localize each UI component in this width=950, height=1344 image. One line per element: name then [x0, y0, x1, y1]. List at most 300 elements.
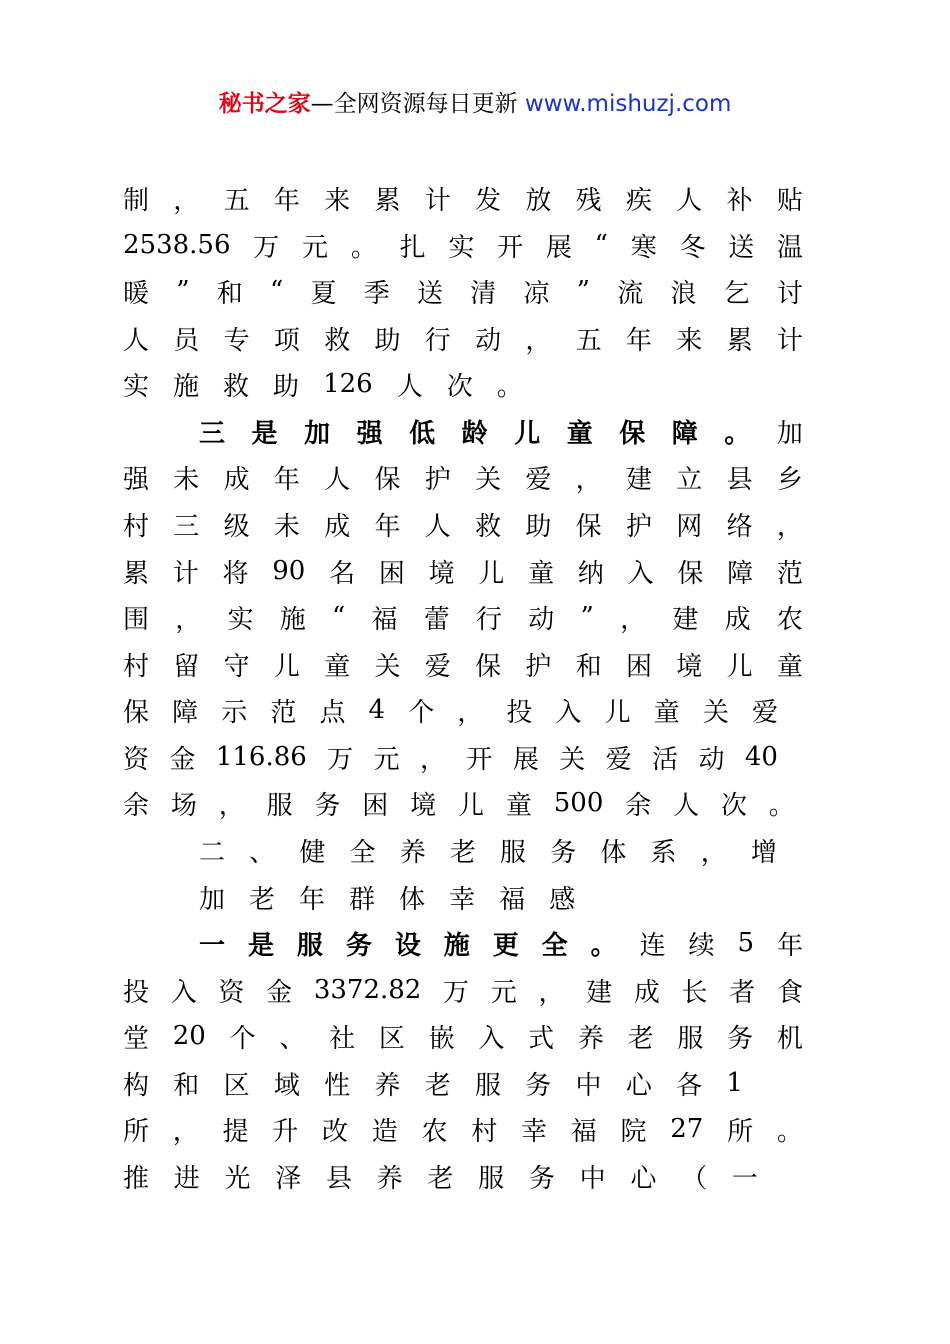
text-char: 助: [374, 325, 401, 356]
text-char: 养: [577, 1023, 604, 1054]
text-char: 村: [471, 1116, 498, 1147]
text-char: 送: [728, 232, 755, 263]
text-char: 乡: [776, 464, 803, 495]
text-char: 老: [427, 1163, 454, 1194]
text-char: 幸: [521, 1116, 548, 1147]
text-char: 务: [314, 790, 341, 821]
text-char: 老: [449, 837, 476, 868]
text-char: 4: [368, 695, 386, 725]
heading-char: 是: [247, 930, 274, 961]
heading-char: 儿: [514, 418, 541, 449]
text-char: 护: [525, 651, 552, 682]
text-char: 残: [575, 185, 602, 216]
text-char: 各: [676, 1070, 703, 1101]
text-char: 年: [625, 325, 652, 356]
text-char: 护: [424, 464, 451, 495]
text-char: 成: [724, 604, 751, 635]
text-char: 围: [123, 604, 150, 635]
text-line: [123, 644, 803, 684]
text-char: ，: [620, 604, 647, 635]
text-char: 机: [776, 1023, 803, 1054]
text-char: 制: [123, 185, 150, 216]
text-char: 项: [273, 325, 300, 356]
text-char: 范: [776, 558, 803, 589]
text-char: 爱: [751, 697, 778, 728]
text-char: 累: [726, 325, 753, 356]
text-char: 3372.82: [313, 975, 422, 1005]
text-char: 元: [490, 977, 517, 1008]
text-char: 累: [123, 558, 150, 589]
text-char: 感: [549, 884, 576, 915]
text-char: 。: [496, 371, 523, 402]
text-char: 三: [173, 511, 200, 542]
text-char: 送: [416, 278, 443, 309]
text-char: 爱: [424, 651, 451, 682]
text-char: 院: [620, 1116, 647, 1147]
text-char: 提: [222, 1116, 249, 1147]
text-char: 者: [729, 977, 756, 1008]
text-char: 人: [424, 511, 451, 542]
text-char: ，: [218, 790, 245, 821]
heading-char: 龄: [461, 418, 488, 449]
text-char: 保: [677, 558, 704, 589]
text-char: 开: [497, 232, 524, 263]
text-char: 式: [528, 1023, 555, 1054]
text-char: ，: [575, 464, 602, 495]
text-char: ，: [457, 697, 484, 728]
text-char: 村: [123, 651, 150, 682]
text-char: 助: [273, 371, 300, 402]
heading-char: 。: [724, 418, 751, 449]
text-char: 养: [399, 837, 426, 868]
text-char: 困: [362, 790, 389, 821]
text-char: 心: [630, 1163, 657, 1194]
text-char: 儿: [273, 651, 300, 682]
heading-char: 保: [619, 418, 646, 449]
text-char: 计: [776, 325, 803, 356]
text-char: 展: [545, 232, 572, 263]
text-line: [123, 551, 803, 591]
text-char: 开: [466, 744, 493, 775]
text-char: 儿: [478, 558, 505, 589]
text-char: 投: [123, 977, 150, 1008]
text-char: 中: [579, 1163, 606, 1194]
text-char: 护: [625, 511, 652, 542]
text-char: 人: [676, 185, 703, 216]
text-char: 困: [625, 651, 652, 682]
text-char: 境: [428, 558, 455, 589]
text-char: 。: [768, 790, 795, 821]
text-char: 场: [170, 790, 197, 821]
text-char: 网: [676, 511, 703, 542]
text-char: 福: [499, 884, 526, 915]
text-char: 成: [223, 464, 250, 495]
text-char: 夏: [310, 278, 337, 309]
text-char: 保: [123, 697, 150, 728]
text-char: 救: [475, 511, 502, 542]
text-char: 服: [478, 1163, 505, 1194]
text-char: 构: [123, 1070, 150, 1101]
text-char: 1: [726, 1068, 743, 1098]
text-char: 助: [525, 511, 552, 542]
text-char: 五: [575, 325, 602, 356]
text-char: 金: [169, 744, 196, 775]
text-char: 儿: [726, 651, 753, 682]
text-char: 嵌: [428, 1023, 455, 1054]
text-char: 乞: [723, 278, 750, 309]
text-char: 续: [688, 930, 715, 961]
text-char: 一: [731, 1163, 758, 1194]
text-line: [123, 970, 803, 1010]
text-char: 500: [553, 788, 604, 818]
text-char: 年: [776, 930, 803, 961]
text-char: 20: [172, 1021, 206, 1051]
text-char: 将: [222, 558, 249, 589]
text-char: 务: [727, 1023, 754, 1054]
text-char: 入: [555, 697, 582, 728]
text-char: 救: [324, 325, 351, 356]
text-char: 万: [253, 232, 280, 263]
text-char: ，: [175, 604, 202, 635]
text-char: “: [594, 230, 608, 260]
text-char: ，: [420, 744, 447, 775]
text-line: [123, 318, 803, 358]
text-char: ，: [538, 977, 565, 1008]
text-char: 范: [270, 697, 297, 728]
text-char: 人: [396, 371, 423, 402]
text-char: 关: [702, 697, 729, 728]
text-char: 所: [727, 1116, 754, 1147]
text-char: 季: [363, 278, 390, 309]
text-char: 童: [776, 651, 803, 682]
text-char: 福: [371, 604, 398, 635]
text-line: [123, 1016, 803, 1056]
text-char: 放: [525, 185, 552, 216]
heading-char: 强: [356, 418, 383, 449]
text-char: ，: [776, 511, 803, 542]
text-char: 建: [586, 977, 613, 1008]
text-char: （: [681, 1163, 708, 1194]
text-char: 资: [218, 977, 245, 1008]
text-char: 计: [172, 558, 199, 589]
text-char: 造: [371, 1116, 398, 1147]
heading-char: 是: [251, 418, 278, 449]
text-char: 发: [475, 185, 502, 216]
text-char: 来: [676, 325, 703, 356]
text-char: 投: [506, 697, 533, 728]
text-char: 关: [374, 651, 401, 682]
section-heading-line: [199, 923, 803, 963]
text-char: 儿: [604, 697, 631, 728]
text-char: 保: [475, 651, 502, 682]
text-char: 贴: [776, 185, 803, 216]
text-char: 农: [421, 1116, 448, 1147]
text-char: 入: [170, 977, 197, 1008]
text-char: 童: [528, 558, 555, 589]
heading-char: 一: [199, 930, 226, 961]
text-char: 和: [575, 651, 602, 682]
website-link[interactable]: www.mishuzj.com: [517, 91, 732, 117]
text-char: 服: [677, 1023, 704, 1054]
text-char: ，: [173, 185, 200, 216]
text-char: 光: [224, 1163, 251, 1194]
text-char: 障: [172, 697, 199, 728]
chapter-heading-line: [199, 877, 879, 917]
text-char: 务: [550, 837, 577, 868]
text-char: 和: [173, 1070, 200, 1101]
text-char: 儿: [458, 790, 485, 821]
text-char: 级: [223, 511, 250, 542]
heading-char: 施: [443, 930, 470, 961]
text-char: ”: [580, 602, 594, 632]
text-char: 入: [478, 1023, 505, 1054]
heading-char: 低: [409, 418, 436, 449]
text-char: 动: [475, 325, 502, 356]
text-line: [123, 178, 803, 218]
text-char: 食: [776, 977, 803, 1008]
text-char: 老: [424, 1070, 451, 1101]
text-line: [123, 690, 778, 730]
heading-char: 。: [590, 930, 617, 961]
text-char: “: [332, 602, 346, 632]
text-char: 进: [173, 1163, 200, 1194]
text-char: 全: [349, 837, 376, 868]
text-char: 补: [726, 185, 753, 216]
text-char: 5: [737, 928, 755, 958]
text-char: 福: [570, 1116, 597, 1147]
heading-char: 更: [492, 930, 519, 961]
text-char: 农: [776, 604, 803, 635]
text-char: 升: [272, 1116, 299, 1147]
chapter-heading-line: [199, 830, 777, 870]
text-char: 县: [325, 1163, 352, 1194]
text-char: 个: [229, 1023, 256, 1054]
heading-char: 童: [566, 418, 593, 449]
text-char: 展: [512, 744, 539, 775]
text-char: 络: [726, 511, 753, 542]
text-char: 未: [173, 464, 200, 495]
text-char: 来: [324, 185, 351, 216]
text-char: 行: [424, 325, 451, 356]
text-char: 老: [249, 884, 276, 915]
text-char: 疾: [625, 185, 652, 216]
text-char: 爱: [525, 464, 552, 495]
text-char: 泽: [275, 1163, 302, 1194]
text-char: 万: [443, 977, 470, 1008]
text-char: 人: [123, 325, 150, 356]
text-char: 实: [227, 604, 254, 635]
text-char: 二: [199, 837, 226, 868]
text-char: 元: [373, 744, 400, 775]
text-char: 个: [408, 697, 435, 728]
text-char: 守: [223, 651, 250, 682]
heading-char: 加: [304, 418, 331, 449]
text-char: 动: [528, 604, 555, 635]
text-char: 所: [123, 1116, 150, 1147]
heading-char: 务: [345, 930, 372, 961]
text-line: [123, 271, 803, 311]
text-char: 体: [600, 837, 627, 868]
text-char: 建: [625, 464, 652, 495]
text-char: 。: [350, 232, 377, 263]
text-line: [123, 783, 795, 823]
text-char: 40: [744, 742, 778, 772]
text-char: 老: [627, 1023, 654, 1054]
text-char: 入: [627, 558, 654, 589]
text-char: 爱: [605, 744, 632, 775]
text-char: 务: [525, 1070, 552, 1101]
text-char: 村: [123, 511, 150, 542]
heading-char: 障: [671, 418, 698, 449]
brand-name: 秘书之家: [218, 91, 311, 117]
text-char: 施: [173, 371, 200, 402]
text-char: 心: [625, 1070, 652, 1101]
text-char: 累: [374, 185, 401, 216]
text-char: 、: [279, 1023, 306, 1054]
text-char: 成: [324, 511, 351, 542]
text-char: 关: [559, 744, 586, 775]
text-char: 116.86: [215, 742, 307, 772]
text-char: 实: [123, 371, 150, 402]
text-char: 服: [474, 1070, 501, 1101]
text-char: 寒: [630, 232, 657, 263]
text-char: 次: [446, 371, 473, 402]
text-char: 人: [673, 790, 700, 821]
text-char: 资: [123, 744, 150, 775]
text-char: 年: [299, 884, 326, 915]
text-line: [123, 737, 778, 777]
text-char: 童: [653, 697, 680, 728]
text-char: 27: [670, 1114, 704, 1144]
heading-char: 全: [541, 930, 568, 961]
text-char: 童: [505, 790, 532, 821]
text-line: [123, 225, 803, 265]
text-char: 服: [266, 790, 293, 821]
text-char: 专: [223, 325, 250, 356]
text-char: 健: [299, 837, 326, 868]
text-line: [123, 597, 803, 637]
text-line: [123, 1109, 803, 1149]
text-char: 冬: [679, 232, 706, 263]
text-char: 加: [776, 418, 803, 449]
text-char: 126: [323, 369, 373, 399]
header-tagline: —全网资源每日更新: [310, 91, 518, 117]
text-char: 系: [650, 837, 677, 868]
heading-char: 三: [199, 418, 226, 449]
text-char: 清: [470, 278, 497, 309]
text-char: ，: [700, 837, 727, 868]
text-char: 次: [720, 790, 747, 821]
text-char: “: [269, 276, 284, 306]
text-char: 务: [528, 1163, 555, 1194]
text-char: 中: [575, 1070, 602, 1101]
text-char: 蕾: [423, 604, 450, 635]
text-char: 暖: [123, 278, 150, 309]
text-char: 五: [223, 185, 250, 216]
text-char: 温: [776, 232, 803, 263]
text-char: 幸: [449, 884, 476, 915]
text-line: [123, 1156, 758, 1196]
text-char: 年: [273, 185, 300, 216]
text-char: 长: [681, 977, 708, 1008]
text-char: 童: [324, 651, 351, 682]
text-char: 建: [672, 604, 699, 635]
text-char: 动: [698, 744, 725, 775]
text-char: 增: [750, 837, 777, 868]
text-line: [123, 504, 803, 544]
text-char: 年: [374, 511, 401, 542]
text-char: 实: [448, 232, 475, 263]
site-header: [0, 88, 950, 120]
text-char: 人: [324, 464, 351, 495]
text-char: 连: [639, 930, 666, 961]
text-char: 性: [324, 1070, 351, 1101]
text-char: 推: [123, 1163, 150, 1194]
text-char: 扎: [399, 232, 426, 263]
text-char: 余: [123, 790, 150, 821]
text-char: 关: [475, 464, 502, 495]
text-char: 凉: [523, 278, 550, 309]
text-char: 救: [223, 371, 250, 402]
text-char: 施: [279, 604, 306, 635]
text-char: 员: [173, 325, 200, 356]
text-char: 服: [500, 837, 527, 868]
section-heading-line: [199, 411, 803, 451]
text-char: 域: [273, 1070, 300, 1101]
text-char: 立: [676, 464, 703, 495]
text-char: 计: [424, 185, 451, 216]
text-char: 金: [266, 977, 293, 1008]
text-char: ，: [172, 1116, 199, 1147]
text-char: 流: [617, 278, 644, 309]
text-line: [123, 1063, 743, 1103]
text-char: 元: [302, 232, 329, 263]
text-char: 县: [726, 464, 753, 495]
text-char: 境: [410, 790, 437, 821]
text-char: 点: [319, 697, 346, 728]
text-char: 90: [272, 556, 306, 586]
text-char: 。: [776, 1116, 803, 1147]
text-char: 社: [329, 1023, 356, 1054]
heading-char: 服: [296, 930, 323, 961]
text-char: 行: [476, 604, 503, 635]
text-char: 区: [223, 1070, 250, 1101]
text-char: ，: [525, 325, 552, 356]
text-char: 加: [199, 884, 226, 915]
text-char: 堂: [123, 1023, 150, 1054]
text-char: 保: [575, 511, 602, 542]
text-char: 养: [374, 1070, 401, 1101]
text-char: 保: [374, 464, 401, 495]
text-char: 、: [249, 837, 276, 868]
text-char: 障: [727, 558, 754, 589]
text-line: [123, 457, 803, 497]
text-char: 示: [221, 697, 248, 728]
text-char: 改: [322, 1116, 349, 1147]
text-char: 名: [329, 558, 356, 589]
text-char: 养: [376, 1163, 403, 1194]
text-line: [123, 364, 803, 404]
text-char: 讨: [776, 278, 803, 309]
text-char: 强: [123, 464, 150, 495]
text-char: ”: [576, 276, 590, 306]
text-char: 留: [173, 651, 200, 682]
text-char: 万: [327, 744, 354, 775]
heading-char: 设: [394, 930, 421, 961]
text-char: 2538.56: [123, 230, 231, 260]
text-char: 群: [349, 884, 376, 915]
text-char: 未: [273, 511, 300, 542]
